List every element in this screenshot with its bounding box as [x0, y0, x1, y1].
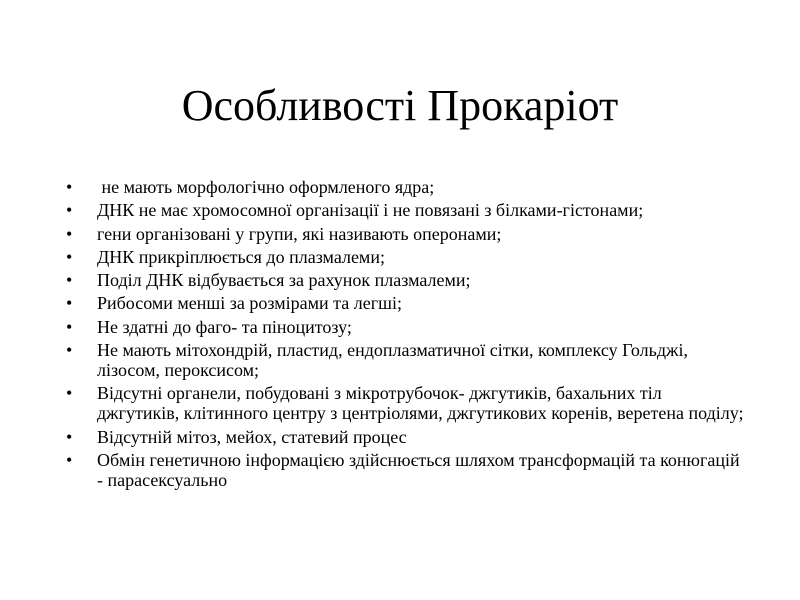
- bullet-icon: •: [66, 449, 73, 470]
- list-item: [66, 270, 746, 290]
- list-item-text: Не мають мітохондрій, пластид, ендоплазматичної сітки, комплексу Гольджі, лізосом, пероксисом;: [97, 340, 688, 381]
- bullet-icon: •: [66, 177, 73, 197]
- bullet-list: [66, 177, 746, 493]
- bullet-icon: •: [66, 270, 73, 291]
- bullet-icon: •: [66, 340, 73, 361]
- list-item: [66, 177, 746, 197]
- list-item: [66, 450, 746, 490]
- list-item-text: Відсутній мітоз, мейох, статевий процес: [97, 426, 407, 447]
- list-item: [66, 200, 746, 220]
- list-item-text: гени організовані у групи, які називають оперонами;: [97, 223, 502, 244]
- list-item-text: не мають морфологічно оформленого ядра;: [97, 177, 435, 197]
- slide-title: Особливості Прокаріот: [181, 81, 619, 130]
- list-item: [66, 383, 746, 423]
- list-item-text: Поділ ДНК відбувається за рахунок плазмалеми;: [97, 270, 471, 291]
- list-item: [66, 247, 746, 267]
- bullet-icon: •: [66, 200, 73, 221]
- list-item-text: ДНК прикріплюється до плазмалеми;: [97, 246, 385, 267]
- list-item-text: ДНК не має хромосомної організації і не повязані з білками-гістонами;: [97, 200, 644, 221]
- list-item-text: Відсутні органели, побудовані з мікротрубочок- джгутиків, бахальних тіл джгутиків, клітинного центру з центріолями, джгутикових коренів, веретена поділу;: [97, 383, 744, 424]
- list-item-text: Не здатні до фаго- та піноцитозу;: [97, 316, 352, 337]
- list-item: [66, 293, 746, 313]
- bullet-icon: •: [66, 426, 73, 447]
- bullet-icon: •: [66, 223, 73, 244]
- bullet-icon: •: [66, 293, 73, 314]
- list-item-text: Обмін генетичною інформацією здійснюється шляхом трансформацій та конюгацій - парасексуально: [97, 449, 740, 490]
- list-item: [66, 224, 746, 244]
- list-item: [66, 427, 746, 447]
- list-item-text: Рибосоми менші за розмірами та легші;: [97, 293, 402, 314]
- list-item: [66, 340, 746, 380]
- bullet-icon: •: [66, 316, 73, 337]
- list-item: [66, 317, 746, 337]
- bullet-icon: •: [66, 383, 73, 404]
- bullet-icon: •: [66, 246, 73, 267]
